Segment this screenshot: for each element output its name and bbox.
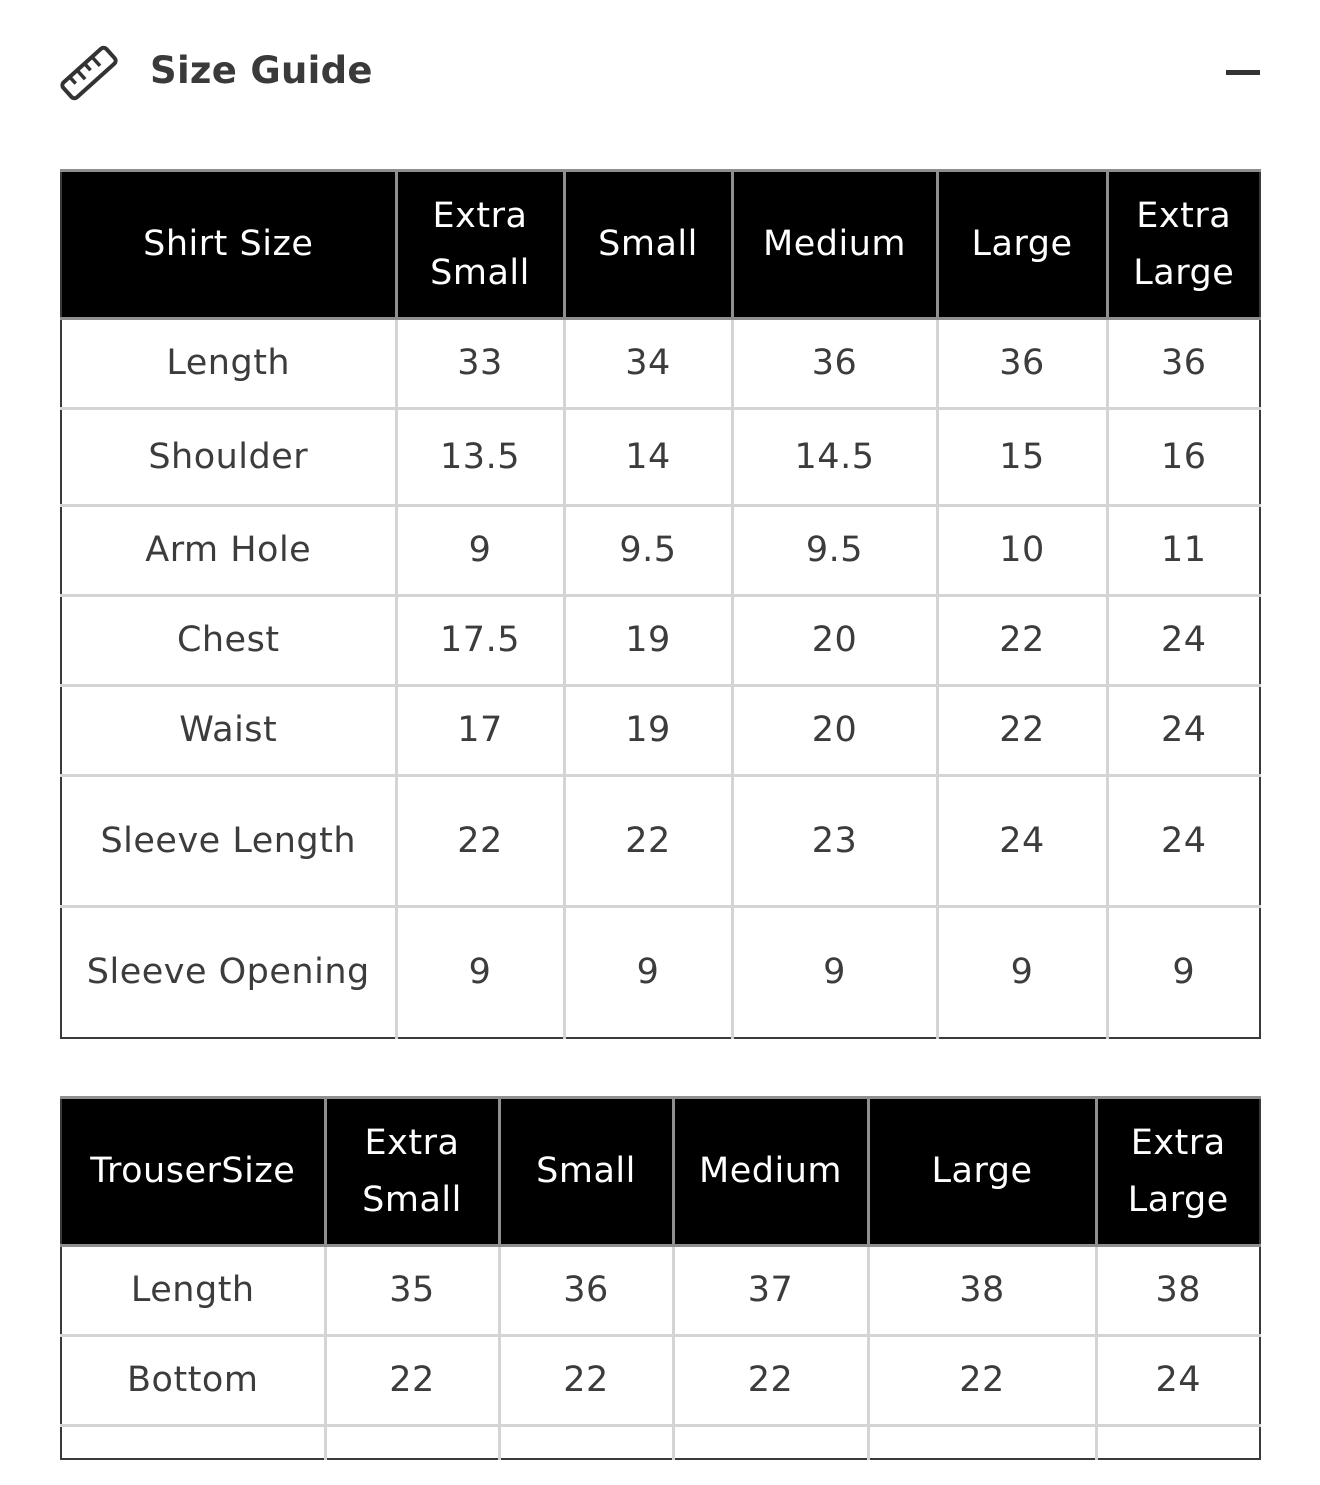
table-cell: 22 xyxy=(937,596,1107,686)
table-cell: 10 xyxy=(937,506,1107,596)
table-cell: 24 xyxy=(1107,776,1260,907)
table-cell: 9.5 xyxy=(564,506,732,596)
table-cell: 15 xyxy=(937,409,1107,506)
table-row xyxy=(61,596,1260,686)
table-row xyxy=(61,1246,1260,1336)
row-label: Shoulder xyxy=(61,409,396,506)
row-label: Sleeve Opening xyxy=(61,907,396,1038)
minus-icon[interactable] xyxy=(1226,70,1260,75)
table-cell: 16 xyxy=(1107,409,1260,506)
table-row xyxy=(61,1426,1260,1459)
table-cell: 9 xyxy=(937,907,1107,1038)
table-cell: 22 xyxy=(499,1336,673,1426)
table-row xyxy=(61,686,1260,776)
row-label: Length xyxy=(61,1246,325,1336)
row-label: Sleeve Length xyxy=(61,776,396,907)
table-cell xyxy=(868,1426,1096,1459)
row-label: Arm Hole xyxy=(61,506,396,596)
table-cell: 9 xyxy=(1107,907,1260,1038)
extra-small-column-header: Extra Small xyxy=(325,1098,499,1246)
table-cell: 9 xyxy=(732,907,937,1038)
row-label: Bottom xyxy=(61,1336,325,1426)
small-column-header: Small xyxy=(564,171,732,319)
table-cell: 19 xyxy=(564,596,732,686)
table-row xyxy=(61,907,1260,1038)
table-cell: 17 xyxy=(396,686,564,776)
table-cell: 23 xyxy=(732,776,937,907)
table-cell: 22 xyxy=(396,776,564,907)
row-label xyxy=(61,1426,325,1459)
table-cell: 17.5 xyxy=(396,596,564,686)
table-cell: 19 xyxy=(564,686,732,776)
table-cell: 22 xyxy=(673,1336,868,1426)
table-cell: 20 xyxy=(732,596,937,686)
table-cell: 36 xyxy=(1107,319,1260,409)
row-label: Waist xyxy=(61,686,396,776)
ruler-icon xyxy=(58,42,120,104)
table-cell: 24 xyxy=(937,776,1107,907)
row-label: Length xyxy=(61,319,396,409)
table-cell: 14 xyxy=(564,409,732,506)
table-cell xyxy=(1096,1426,1260,1459)
extra-small-column-header: Extra Small xyxy=(396,171,564,319)
extra-large-column-header: Extra Large xyxy=(1096,1098,1260,1246)
table-cell: 36 xyxy=(937,319,1107,409)
shirt-table-header-row xyxy=(61,171,1260,319)
table-cell: 35 xyxy=(325,1246,499,1336)
table-cell: 9.5 xyxy=(732,506,937,596)
table-cell xyxy=(499,1426,673,1459)
table-cell: 11 xyxy=(1107,506,1260,596)
table-row xyxy=(61,409,1260,506)
table-row xyxy=(61,506,1260,596)
large-column-header: Large xyxy=(937,171,1107,319)
size-guide-header[interactable] xyxy=(58,38,1263,104)
table-cell: 24 xyxy=(1107,686,1260,776)
table-cell: 36 xyxy=(499,1246,673,1336)
table-cell: 9 xyxy=(564,907,732,1038)
table-cell: 22 xyxy=(868,1336,1096,1426)
table-cell: 22 xyxy=(937,686,1107,776)
size-guide-title: Size Guide xyxy=(150,49,373,92)
medium-column-header: Medium xyxy=(673,1098,868,1246)
table-cell: 14.5 xyxy=(732,409,937,506)
small-column-header: Small xyxy=(499,1098,673,1246)
table-row xyxy=(61,319,1260,409)
table-cell: 38 xyxy=(868,1246,1096,1336)
extra-large-column-header: Extra Large xyxy=(1107,171,1260,319)
shirt-size-column-header: Shirt Size xyxy=(61,171,396,319)
table-cell: 24 xyxy=(1107,596,1260,686)
trouser-table-header-row xyxy=(61,1098,1260,1246)
table-row xyxy=(61,776,1260,907)
table-cell: 36 xyxy=(732,319,937,409)
trouser-size-column-header: TrouserSize xyxy=(61,1098,325,1246)
table-cell: 9 xyxy=(396,506,564,596)
large-column-header: Large xyxy=(868,1098,1096,1246)
table-cell: 37 xyxy=(673,1246,868,1336)
table-cell: 24 xyxy=(1096,1336,1260,1426)
table-cell: 38 xyxy=(1096,1246,1260,1336)
row-label: Chest xyxy=(61,596,396,686)
table-cell: 13.5 xyxy=(396,409,564,506)
table-row xyxy=(61,1336,1260,1426)
trouser-size-table xyxy=(60,1096,1261,1460)
table-cell: 9 xyxy=(396,907,564,1038)
table-cell: 34 xyxy=(564,319,732,409)
table-cell xyxy=(325,1426,499,1459)
shirt-size-table xyxy=(60,169,1261,1039)
table-cell: 22 xyxy=(325,1336,499,1426)
table-cell: 22 xyxy=(564,776,732,907)
table-cell: 33 xyxy=(396,319,564,409)
medium-column-header: Medium xyxy=(732,171,937,319)
table-cell: 20 xyxy=(732,686,937,776)
table-cell xyxy=(673,1426,868,1459)
